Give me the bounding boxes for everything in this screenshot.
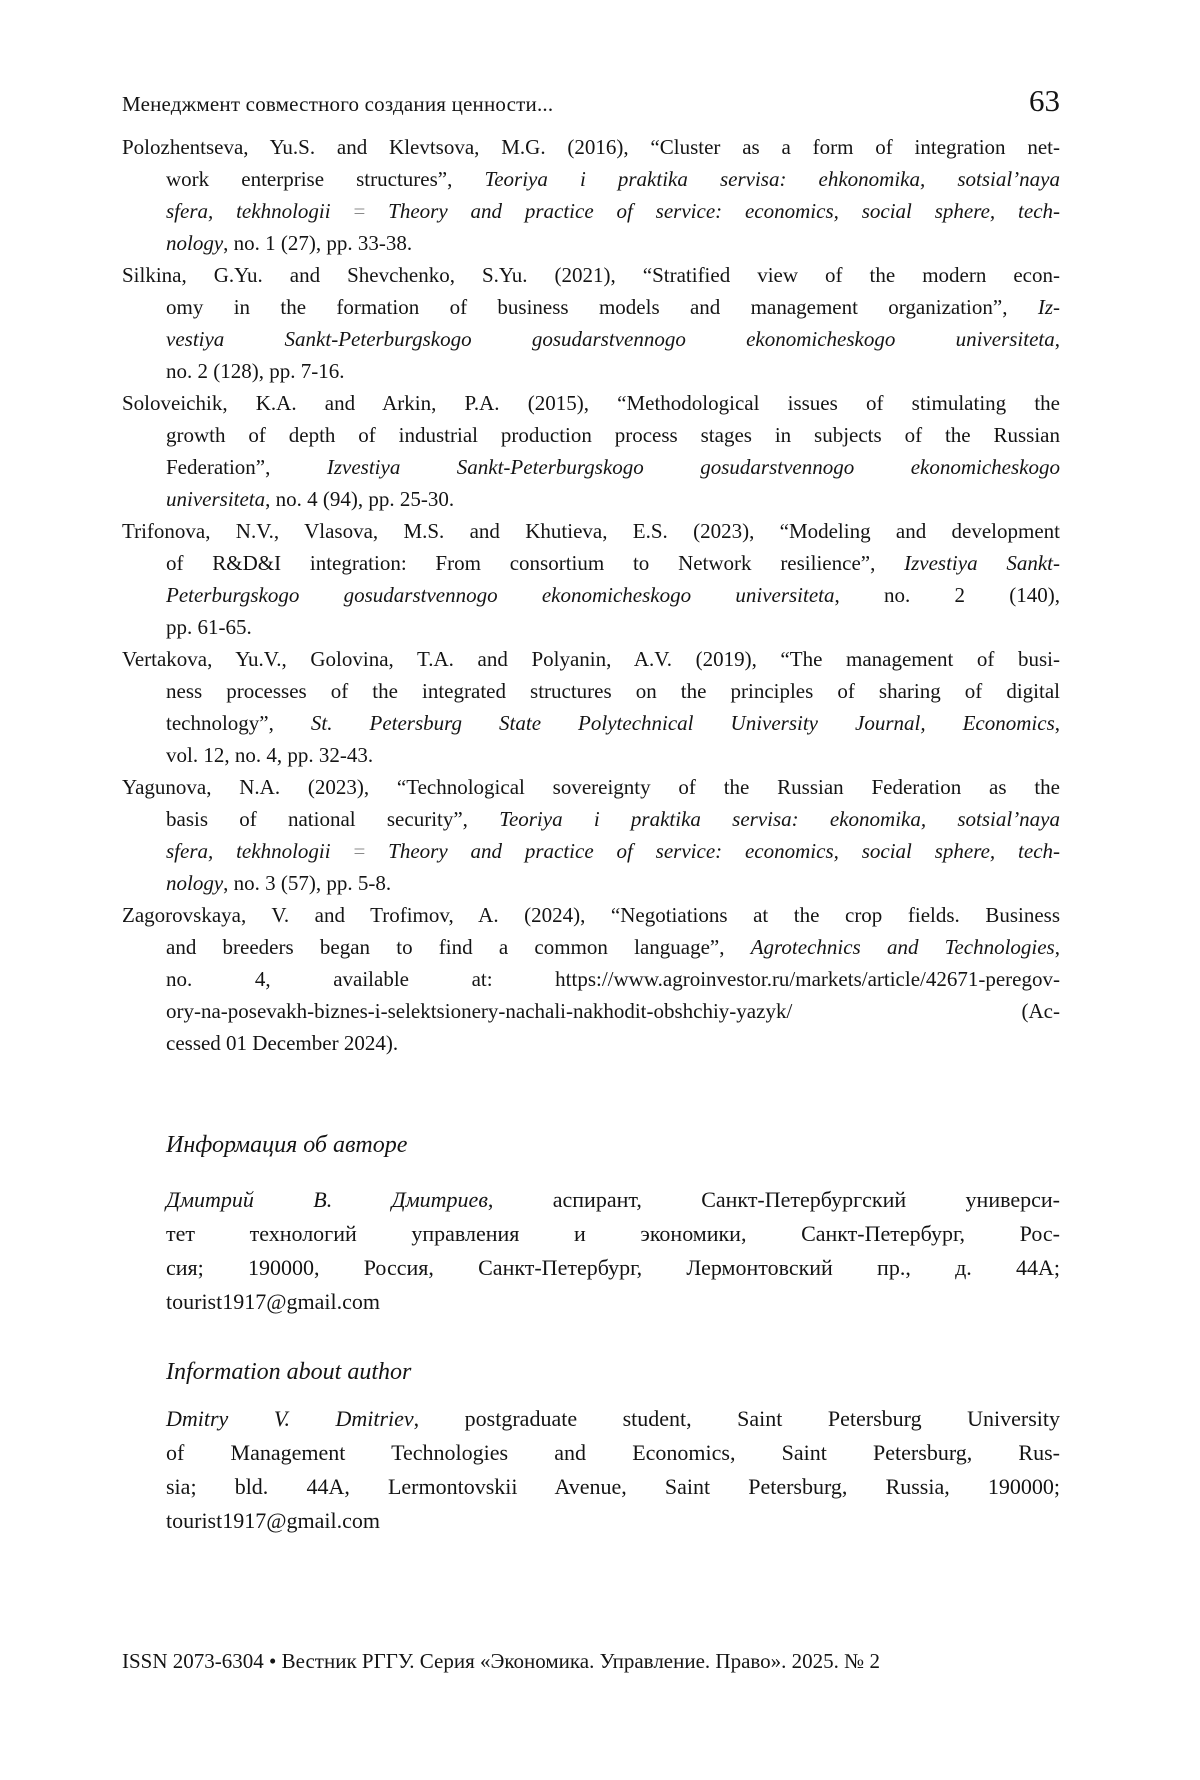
text-line [166,1402,1060,1436]
text-run: тет технологий управления и экономики, Санкт-Петербург, Рос- [166,1221,1060,1246]
author-info-ru-paragraph [166,1183,1060,1319]
text-run: Polozhentseva, Yu.S. and Klevtsova, M.G. (2016), “Cluster as a form of integration net- [122,135,1060,159]
reference-entry [122,259,1060,387]
author-info-ru-heading: Информация об авторе [166,1132,408,1158]
text-run: , [1054,327,1060,351]
text-run: basis of national security”, [166,807,500,831]
author-info-section [166,1128,1060,1538]
text-line [122,835,1060,867]
text-run: , no. 3 (57), pp. 5-8. [223,871,392,895]
text-line [122,931,1060,963]
text-run: of R&D&I integration: From consortium to Network resilience”, [166,551,905,575]
text-run: omy in the formation of business models and management organization”, [166,295,1038,319]
text-run: Vertakova, Yu.V., Golovina, T.A. and Polyanin, A.V. (2019), “The management of busi- [122,647,1060,671]
text-run: Federation”, [166,455,327,479]
text-line [122,707,1060,739]
text-run: , [1054,935,1060,959]
italic-text-run: Theory and practice of service: economics, social sphere, tech- [388,199,1061,223]
reference-entry [122,131,1060,259]
text-run: , [1054,711,1060,735]
text-run: and breeders began to find a common language”, [166,935,751,959]
italic-text-run: Iz- [1037,295,1060,319]
text-run: Yagunova, N.A. (2023), “Technological sovereignty of the Russian Federation as the [122,775,1060,799]
text-run: Soloveichik, K.A. and Arkin, P.A. (2015), “Methodological issues of stimulating the [122,391,1060,415]
italic-text-run: sfera, tekhnologii [166,199,331,223]
text-line [166,1470,1060,1504]
italic-text-run: Teoriya i praktika servisa: ekonomika, sotsial’naya [499,807,1061,831]
footer-issn-line: ISSN 2073-6304 • Вестник РГГУ. Серия «Экономика. Управление. Право». 2025. № 2 [122,1649,880,1673]
italic-text-run: Agrotechnics and Technologies [750,935,1055,959]
page-header [122,84,1060,118]
text-run: tourist1917@gmail.com [166,1289,380,1314]
text-run: of Management Technologies and Economics, Saint Petersburg, Rus- [166,1440,1060,1465]
italic-text-run: Дмитрий В. Дмитриев [166,1187,488,1212]
text-run: ness processes of the integrated structures on the principles of sharing of digital [166,679,1060,703]
italic-text-run: Theory and practice of service: economics, social sphere, tech- [388,839,1061,863]
text-run: Trifonova, N.V., Vlasova, M.S. and Khutieva, E.S. (2023), “Modeling and development [122,519,1060,543]
italic-text-run: St. Petersburg State Polytechnical University Journal, Economics [310,711,1055,735]
text-run: , no. 4 (94), pp. 25-30. [265,487,455,511]
text-line [122,291,1060,323]
text-run: = [330,199,389,223]
italic-text-run: Peterburgskogo gosudarstvennogo ekonomicheskogo universiteta [166,583,835,607]
text-run: Zagorovskaya, V. and Trofimov, A. (2024), “Negotiations at the crop fields. Business [122,903,1060,927]
text-line [122,867,1060,899]
text-run: сия; 190000, Россия, Санкт-Петербург, Лермонтовский пр., д. 44А; [166,1255,1060,1280]
italic-text-run: nology [166,871,224,895]
text-line [122,259,1060,291]
text-line [122,387,1060,419]
text-line [122,771,1060,803]
reference-entry [122,387,1060,515]
italic-text-run: nology [166,231,224,255]
text-line [122,163,1060,195]
text-run: vol. 12, no. 4, pp. 32-43. [166,743,374,767]
text-line [122,131,1060,163]
text-line [122,1027,1060,1059]
page-footer [122,1648,1060,1674]
text-line [122,515,1060,547]
text-line [122,995,1060,1027]
text-line [122,803,1060,835]
text-line [122,419,1060,451]
text-run: ory-na-posevakh-biznes-i-selektsionery-nachali-nakhodit-obshchiy-yazyk/ (Ac- [166,999,1060,1023]
italic-text-run: sfera, tekhnologii [166,839,331,863]
text-run: sia; bld. 44A, Lermontovskii Avenue, Saint Petersburg, Russia, 190000; [166,1474,1060,1499]
text-run: tourist1917@gmail.com [166,1508,380,1533]
text-run: growth of depth of industrial production process stages in subjects of the Russian [166,423,1060,447]
text-run: , postgraduate student, Saint Petersburg University [413,1406,1060,1431]
text-line [122,739,1060,771]
text-line [122,195,1060,227]
text-line [166,1251,1060,1285]
italic-text-run: universiteta [166,487,266,511]
text-line [122,323,1060,355]
text-run: , аспирант, Санкт-Петербургский универси- [487,1187,1060,1212]
text-line [122,675,1060,707]
text-line [122,611,1060,643]
text-run: no. 4, available at: https://www.agroinvestor.ru/markets/article/42671-peregov- [166,967,1060,991]
italic-text-run: vestiya Sankt-Peterburgskogo gosudarstvennogo ekonomicheskogo universiteta [166,327,1055,351]
text-run: , no. 1 (27), pp. 33-38. [223,231,413,255]
text-line [122,483,1060,515]
text-line [166,1183,1060,1217]
text-line [166,1285,1060,1319]
text-run: = [330,839,389,863]
author-info-en-heading: Information about author [166,1359,412,1385]
text-line [122,547,1060,579]
text-line [122,963,1060,995]
text-line [122,227,1060,259]
text-run: , no. 2 (140), [834,583,1060,607]
reference-entry [122,771,1060,899]
page-number: 63 [1029,83,1060,118]
text-run: work enterprise structures”, [166,167,485,191]
reference-entry [122,643,1060,771]
italic-text-run: Izvestiya Sankt- [904,551,1060,575]
text-line [166,1217,1060,1251]
text-line [122,579,1060,611]
text-line [122,355,1060,387]
text-run: Silkina, G.Yu. and Shevchenko, S.Yu. (2021), “Stratified view of the modern econ- [122,263,1060,287]
reference-entry [122,899,1060,1059]
text-line [122,643,1060,675]
text-run: no. 2 (128), pp. 7-16. [166,359,345,383]
italic-text-run: Izvestiya Sankt-Peterburgskogo gosudarstvennogo ekonomicheskogo [326,455,1060,479]
text-line [122,899,1060,931]
running-head-title: Менеджмент совместного создания ценности... [122,92,554,116]
reference-entry [122,515,1060,643]
italic-text-run: Dmitry V. Dmitriev [166,1406,414,1431]
text-line [166,1504,1060,1538]
text-run: pp. 61-65. [166,615,252,639]
text-line [166,1436,1060,1470]
author-info-en-paragraph [166,1402,1060,1538]
text-line [122,451,1060,483]
references-list [122,131,1060,1059]
italic-text-run: Teoriya i praktika servisa: ehkonomika, sotsial’naya [484,167,1060,191]
text-run: technology”, [166,711,311,735]
text-run: cessed 01 December 2024). [166,1031,399,1055]
